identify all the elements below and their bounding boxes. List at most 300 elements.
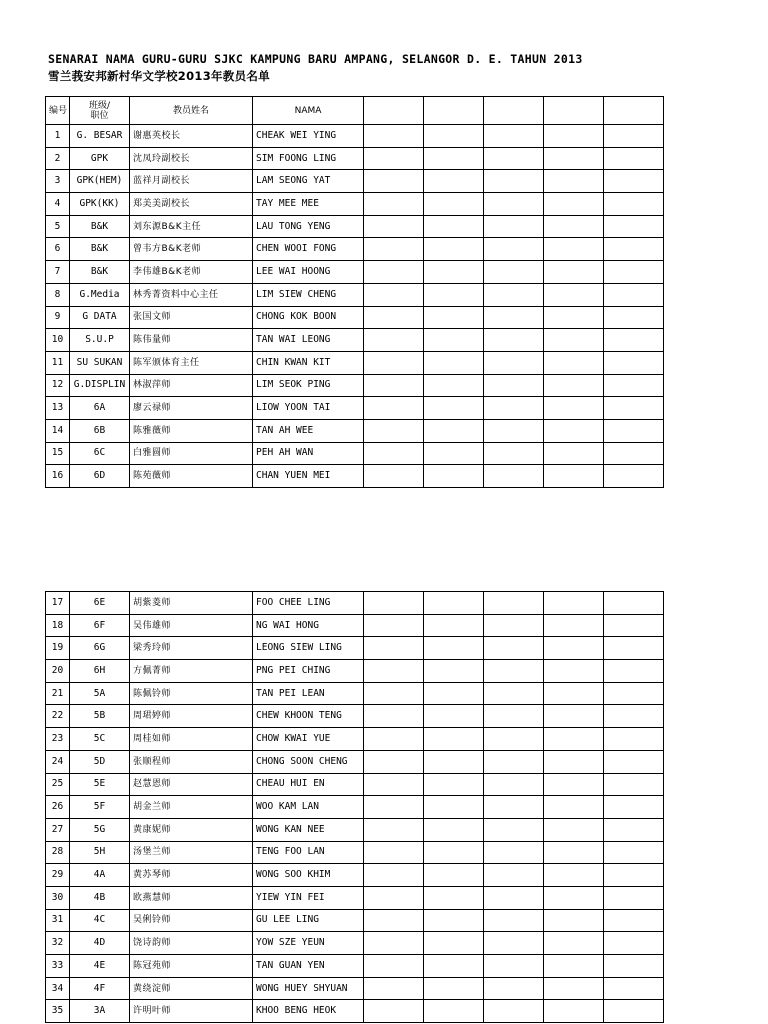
row-name: LIM SIEW CHENG (253, 283, 364, 306)
row-chinese-name: 黄康妮师 (130, 818, 253, 841)
row-position: G.Media (70, 283, 130, 306)
row-blank-cell (604, 773, 664, 796)
table-row (46, 170, 664, 193)
row-blank-cell (604, 1000, 664, 1023)
row-number: 18 (46, 614, 70, 637)
row-blank-cell (544, 283, 604, 306)
row-chinese-name: 胡金兰师 (130, 796, 253, 819)
row-blank-cell (484, 374, 544, 397)
row-number: 30 (46, 886, 70, 909)
row-blank-cell (604, 306, 664, 329)
row-number: 24 (46, 750, 70, 773)
row-position: 6F (70, 614, 130, 637)
header-blank (424, 97, 484, 125)
table-row (46, 750, 664, 773)
row-name: SIM FOONG LING (253, 147, 364, 170)
row-name: LAU TONG YENG (253, 215, 364, 238)
table-row (46, 397, 664, 420)
table-row (46, 796, 664, 819)
row-blank-cell (484, 796, 544, 819)
table-row (46, 1000, 664, 1023)
row-blank-cell (604, 419, 664, 442)
row-position: GPK(HEM) (70, 170, 130, 193)
row-blank-cell (484, 728, 544, 751)
row-name: WONG KAN NEE (253, 818, 364, 841)
row-position: 4A (70, 864, 130, 887)
row-blank-cell (364, 705, 424, 728)
row-blank-cell (544, 419, 604, 442)
row-position: 4B (70, 886, 130, 909)
row-blank-cell (484, 419, 544, 442)
table-row (46, 261, 664, 284)
row-number: 35 (46, 1000, 70, 1023)
row-position: 6A (70, 397, 130, 420)
row-number: 8 (46, 283, 70, 306)
row-chinese-name: 黄苏琴师 (130, 864, 253, 887)
row-blank-cell (604, 818, 664, 841)
table-row (46, 125, 664, 148)
row-blank-cell (364, 215, 424, 238)
row-blank-cell (484, 750, 544, 773)
row-blank-cell (544, 1000, 604, 1023)
row-blank-cell (544, 261, 604, 284)
row-chinese-name: 许明叶师 (130, 1000, 253, 1023)
row-blank-cell (484, 773, 544, 796)
row-blank-cell (604, 886, 664, 909)
row-blank-cell (544, 637, 604, 660)
row-name: TENG FOO LAN (253, 841, 364, 864)
row-number: 27 (46, 818, 70, 841)
row-position: 5E (70, 773, 130, 796)
table-row (46, 705, 664, 728)
row-name: TAN WAI LEONG (253, 329, 364, 352)
row-number: 4 (46, 193, 70, 216)
row-name: LIM SEOK PING (253, 374, 364, 397)
row-name: YOW SZE YEUN (253, 932, 364, 955)
table-row (46, 442, 664, 465)
row-number: 12 (46, 374, 70, 397)
row-position: GPK (70, 147, 130, 170)
table-row (46, 465, 664, 488)
header-position-line1: 班级/ (88, 100, 111, 111)
header-blank (604, 97, 664, 125)
row-blank-cell (424, 283, 484, 306)
header-name: NAMA (253, 97, 364, 125)
header-position-line2: 职位 (90, 110, 109, 121)
row-blank-cell (424, 125, 484, 148)
row-blank-cell (424, 592, 484, 615)
row-blank-cell (484, 614, 544, 637)
row-name: TAY MEE MEE (253, 193, 364, 216)
row-blank-cell (424, 614, 484, 637)
row-blank-cell (424, 419, 484, 442)
row-blank-cell (544, 170, 604, 193)
row-blank-cell (544, 955, 604, 978)
row-name: LAM SEONG YAT (253, 170, 364, 193)
row-blank-cell (364, 442, 424, 465)
row-blank-cell (484, 637, 544, 660)
table-row (46, 932, 664, 955)
row-number: 23 (46, 728, 70, 751)
row-number: 22 (46, 705, 70, 728)
row-blank-cell (424, 977, 484, 1000)
row-blank-cell (424, 374, 484, 397)
row-blank-cell (424, 796, 484, 819)
row-name: CHEN WOOI FONG (253, 238, 364, 261)
row-blank-cell (544, 864, 604, 887)
row-blank-cell (364, 351, 424, 374)
table-row (46, 283, 664, 306)
row-blank-cell (544, 193, 604, 216)
row-name: CHOW KWAI YUE (253, 728, 364, 751)
row-chinese-name: 廖云禄师 (130, 397, 253, 420)
row-blank-cell (544, 465, 604, 488)
row-blank-cell (364, 886, 424, 909)
document-title: SENARAI NAMA GURU-GURU SJKC KAMPUNG BARU AMPANG, SELANGOR D. E. TAHUN 2013 (48, 52, 583, 66)
row-number: 15 (46, 442, 70, 465)
row-blank-cell (544, 750, 604, 773)
row-blank-cell (544, 705, 604, 728)
table-row (46, 977, 664, 1000)
row-blank-cell (604, 351, 664, 374)
table-row (46, 215, 664, 238)
row-blank-cell (364, 419, 424, 442)
header-chinese-name: 教员姓名 (130, 97, 253, 125)
table-row (46, 682, 664, 705)
row-position: G.DISPLIN (70, 374, 130, 397)
row-blank-cell (364, 932, 424, 955)
row-number: 33 (46, 955, 70, 978)
row-name: CHONG SOON CHENG (253, 750, 364, 773)
row-blank-cell (484, 977, 544, 1000)
row-blank-cell (544, 442, 604, 465)
row-chinese-name: 张顺程师 (130, 750, 253, 773)
row-chinese-name: 陈苑薇师 (130, 465, 253, 488)
row-chinese-name: 张国文师 (130, 306, 253, 329)
row-position: 5H (70, 841, 130, 864)
row-name: WONG SOO KHIM (253, 864, 364, 887)
row-chinese-name: 陈伟量师 (130, 329, 253, 352)
row-name: CHEW KHOON TENG (253, 705, 364, 728)
row-blank-cell (424, 682, 484, 705)
header-blank (364, 97, 424, 125)
row-number: 32 (46, 932, 70, 955)
row-position: 5B (70, 705, 130, 728)
row-chinese-name: 梁秀玲师 (130, 637, 253, 660)
row-blank-cell (484, 1000, 544, 1023)
row-blank-cell (544, 841, 604, 864)
row-name: CHAN YUEN MEI (253, 465, 364, 488)
row-blank-cell (484, 932, 544, 955)
row-blank-cell (364, 125, 424, 148)
row-number: 3 (46, 170, 70, 193)
row-blank-cell (484, 215, 544, 238)
row-chinese-name: 刘东源B&K主任 (130, 215, 253, 238)
row-blank-cell (424, 660, 484, 683)
row-chinese-name: 饶诗韵师 (130, 932, 253, 955)
row-number: 26 (46, 796, 70, 819)
row-blank-cell (364, 796, 424, 819)
row-blank-cell (364, 238, 424, 261)
table-row (46, 351, 664, 374)
row-blank-cell (484, 660, 544, 683)
row-position: S.U.P (70, 329, 130, 352)
row-name: CHEAU HUI EN (253, 773, 364, 796)
row-blank-cell (604, 841, 664, 864)
row-blank-cell (604, 660, 664, 683)
staff-table-page2 (45, 591, 664, 1023)
header-blank (544, 97, 604, 125)
table-row (46, 773, 664, 796)
table-header-row (46, 97, 664, 125)
row-blank-cell (544, 909, 604, 932)
row-position: B&K (70, 215, 130, 238)
row-chinese-name: 陈军颁体育主任 (130, 351, 253, 374)
row-position: 4C (70, 909, 130, 932)
row-blank-cell (484, 955, 544, 978)
row-blank-cell (544, 397, 604, 420)
row-blank-cell (424, 397, 484, 420)
row-position: 5F (70, 796, 130, 819)
row-blank-cell (544, 306, 604, 329)
row-chinese-name: 林秀菁资料中心主任 (130, 283, 253, 306)
row-name: GU LEE LING (253, 909, 364, 932)
row-chinese-name: 吴俐铃师 (130, 909, 253, 932)
row-blank-cell (544, 238, 604, 261)
row-blank-cell (484, 147, 544, 170)
row-blank-cell (364, 773, 424, 796)
row-chinese-name: 汤堡兰师 (130, 841, 253, 864)
row-position: SU SUKAN (70, 351, 130, 374)
row-blank-cell (544, 329, 604, 352)
row-number: 1 (46, 125, 70, 148)
row-number: 16 (46, 465, 70, 488)
row-chinese-name: 白雅圆师 (130, 442, 253, 465)
row-blank-cell (604, 955, 664, 978)
row-blank-cell (364, 614, 424, 637)
row-blank-cell (604, 909, 664, 932)
row-blank-cell (604, 682, 664, 705)
row-blank-cell (544, 977, 604, 1000)
row-chinese-name: 欧燕慧师 (130, 886, 253, 909)
table-row (46, 841, 664, 864)
row-blank-cell (424, 886, 484, 909)
row-blank-cell (544, 682, 604, 705)
row-blank-cell (364, 909, 424, 932)
row-blank-cell (424, 442, 484, 465)
row-blank-cell (364, 592, 424, 615)
row-blank-cell (364, 660, 424, 683)
row-blank-cell (424, 750, 484, 773)
row-position: 5G (70, 818, 130, 841)
row-number: 34 (46, 977, 70, 1000)
row-blank-cell (484, 283, 544, 306)
table-row (46, 592, 664, 615)
row-position: 6C (70, 442, 130, 465)
row-blank-cell (604, 705, 664, 728)
row-blank-cell (424, 261, 484, 284)
row-name: PNG PEI CHING (253, 660, 364, 683)
row-blank-cell (424, 1000, 484, 1023)
row-blank-cell (364, 728, 424, 751)
row-blank-cell (544, 374, 604, 397)
row-position: 6B (70, 419, 130, 442)
row-blank-cell (424, 773, 484, 796)
row-blank-cell (424, 864, 484, 887)
row-blank-cell (604, 125, 664, 148)
row-name: LIOW YOON TAI (253, 397, 364, 420)
row-blank-cell (484, 864, 544, 887)
row-blank-cell (604, 261, 664, 284)
row-blank-cell (424, 955, 484, 978)
table-row (46, 147, 664, 170)
row-position: 5C (70, 728, 130, 751)
row-number: 11 (46, 351, 70, 374)
row-name: CHIN KWAN KIT (253, 351, 364, 374)
row-name: NG WAI HONG (253, 614, 364, 637)
row-name: CHEAK WEI YING (253, 125, 364, 148)
row-blank-cell (364, 261, 424, 284)
row-number: 10 (46, 329, 70, 352)
row-name: CHONG KOK BOON (253, 306, 364, 329)
row-position: G. BESAR (70, 125, 130, 148)
row-blank-cell (604, 592, 664, 615)
row-number: 17 (46, 592, 70, 615)
row-blank-cell (544, 796, 604, 819)
row-name: WOO KAM LAN (253, 796, 364, 819)
table-row (46, 660, 664, 683)
row-blank-cell (604, 397, 664, 420)
row-blank-cell (604, 932, 664, 955)
row-number: 7 (46, 261, 70, 284)
row-number: 9 (46, 306, 70, 329)
row-blank-cell (544, 932, 604, 955)
row-blank-cell (424, 465, 484, 488)
row-chinese-name: 林淑萍师 (130, 374, 253, 397)
table-row (46, 909, 664, 932)
table-row (46, 864, 664, 887)
row-blank-cell (544, 592, 604, 615)
row-number: 29 (46, 864, 70, 887)
row-number: 13 (46, 397, 70, 420)
row-number: 19 (46, 637, 70, 660)
row-chinese-name: 胡紫菱师 (130, 592, 253, 615)
table-row (46, 419, 664, 442)
row-blank-cell (424, 238, 484, 261)
row-blank-cell (544, 351, 604, 374)
row-blank-cell (424, 306, 484, 329)
header-position (70, 97, 130, 125)
row-position: 6H (70, 660, 130, 683)
row-blank-cell (544, 728, 604, 751)
row-blank-cell (484, 397, 544, 420)
row-name: LEE WAI HOONG (253, 261, 364, 284)
row-blank-cell (604, 442, 664, 465)
table-row (46, 306, 664, 329)
row-blank-cell (424, 215, 484, 238)
row-blank-cell (604, 864, 664, 887)
row-blank-cell (484, 125, 544, 148)
row-blank-cell (364, 329, 424, 352)
row-blank-cell (604, 193, 664, 216)
row-blank-cell (604, 238, 664, 261)
row-blank-cell (424, 170, 484, 193)
row-number: 21 (46, 682, 70, 705)
row-blank-cell (484, 841, 544, 864)
row-blank-cell (484, 170, 544, 193)
row-blank-cell (364, 955, 424, 978)
row-blank-cell (364, 841, 424, 864)
table-row (46, 818, 664, 841)
row-blank-cell (544, 614, 604, 637)
row-blank-cell (544, 660, 604, 683)
row-name: KHOO BENG HEOK (253, 1000, 364, 1023)
row-chinese-name: 赵慧恩师 (130, 773, 253, 796)
table-row (46, 728, 664, 751)
row-blank-cell (364, 147, 424, 170)
row-blank-cell (544, 215, 604, 238)
row-chinese-name: 曾韦方B&K老师 (130, 238, 253, 261)
row-blank-cell (364, 1000, 424, 1023)
row-chinese-name: 周珺婷师 (130, 705, 253, 728)
row-blank-cell (484, 442, 544, 465)
row-blank-cell (424, 147, 484, 170)
row-chinese-name: 陈冠苑师 (130, 955, 253, 978)
row-blank-cell (484, 261, 544, 284)
table-row (46, 193, 664, 216)
header-blank (484, 97, 544, 125)
document-subtitle-chinese: 雪兰莪安邦新村华文学校2013年教员名单 (48, 69, 271, 83)
row-blank-cell (424, 705, 484, 728)
row-number: 5 (46, 215, 70, 238)
row-blank-cell (604, 728, 664, 751)
row-blank-cell (364, 682, 424, 705)
row-name: TAN GUAN YEN (253, 955, 364, 978)
row-blank-cell (544, 773, 604, 796)
row-chinese-name: 周桂如师 (130, 728, 253, 751)
row-blank-cell (364, 193, 424, 216)
row-position: 4E (70, 955, 130, 978)
row-blank-cell (424, 932, 484, 955)
row-blank-cell (604, 147, 664, 170)
row-name: PEH AH WAN (253, 442, 364, 465)
row-blank-cell (604, 614, 664, 637)
row-chinese-name: 沈凤玲副校长 (130, 147, 253, 170)
row-blank-cell (424, 841, 484, 864)
row-chinese-name: 方佩菁师 (130, 660, 253, 683)
table-row (46, 374, 664, 397)
row-position: 6D (70, 465, 130, 488)
row-name: YIEW YIN FEI (253, 886, 364, 909)
row-number: 6 (46, 238, 70, 261)
row-position: 6E (70, 592, 130, 615)
row-blank-cell (364, 864, 424, 887)
table-row (46, 637, 664, 660)
row-blank-cell (484, 909, 544, 932)
row-blank-cell (484, 329, 544, 352)
row-number: 28 (46, 841, 70, 864)
row-number: 20 (46, 660, 70, 683)
row-blank-cell (604, 170, 664, 193)
header-no: 编号 (46, 97, 70, 125)
row-blank-cell (484, 306, 544, 329)
row-blank-cell (604, 329, 664, 352)
row-blank-cell (424, 728, 484, 751)
row-blank-cell (424, 329, 484, 352)
table-row (46, 886, 664, 909)
row-blank-cell (364, 374, 424, 397)
row-blank-cell (484, 465, 544, 488)
